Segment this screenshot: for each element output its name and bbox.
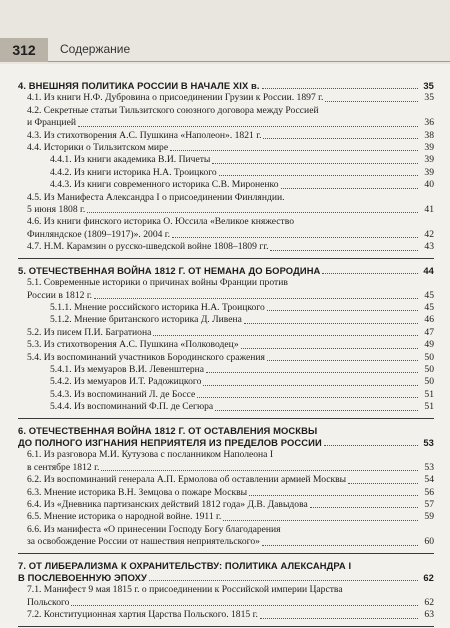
toc-entry[interactable] <box>18 117 434 129</box>
dot-leader <box>101 470 418 471</box>
toc-entry-title: 4. ВНЕШНЯЯ ПОЛИТИКА РОССИИ В НАЧАЛЕ XIX в. <box>18 80 260 91</box>
dot-leader <box>244 323 418 324</box>
toc-page-number: 45 <box>424 301 434 313</box>
toc-page-number: 39 <box>424 142 434 154</box>
toc-entry[interactable] <box>18 229 434 241</box>
toc-entry[interactable] <box>18 474 434 486</box>
dot-leader <box>212 163 418 164</box>
toc-entry[interactable] <box>18 352 434 364</box>
dot-leader <box>249 495 418 496</box>
toc-entry-title: 4.1. Из книги Н.Ф. Дубровина о присоединении Грузии к России. 1897 г. <box>27 92 324 104</box>
toc-page-number: 62 <box>424 596 434 608</box>
toc-entry-title: 7.1. Манифест 9 мая 1815 г. о присоединении к Российской империи Царства <box>27 584 343 596</box>
toc-entry[interactable] <box>18 401 434 413</box>
toc-entry[interactable] <box>18 462 434 474</box>
toc-entry[interactable] <box>18 216 434 228</box>
dot-leader <box>322 273 418 274</box>
page-number: 312 <box>0 38 48 62</box>
toc-entry-title: 6.5. Мнение историка о народной войне. 1911 г. <box>27 511 222 523</box>
dot-leader <box>172 237 418 238</box>
toc-entry[interactable] <box>18 499 434 511</box>
dot-leader <box>241 348 418 349</box>
dot-leader <box>197 397 418 398</box>
toc-entry[interactable] <box>18 609 434 621</box>
toc-entry-title: и Францией <box>27 117 76 129</box>
toc-entry-title: 4.2. Секретные статьи Тильзитского союзного договора между Россией <box>27 104 319 116</box>
toc-page-number: 51 <box>424 401 434 413</box>
toc-entry-title: 4.3. Из стихотворения А.С. Пушкина «Наполеон». 1821 г. <box>27 129 262 141</box>
toc-entry[interactable] <box>18 511 434 523</box>
toc-entry[interactable] <box>18 290 434 302</box>
toc-entry-title: 5.4. Из воспоминаний участников Бородинского сражения <box>27 351 265 363</box>
toc-entry-title: 6.1. Из разговора М.И. Кутузова с посланником Наполеона I <box>27 449 274 461</box>
dot-leader <box>153 335 418 336</box>
toc-entry-title: 6.6. Из манифеста «О принесении Господу Богу благодарения <box>27 523 281 535</box>
toc-page-number: 54 <box>424 474 434 486</box>
dot-leader <box>215 410 418 411</box>
toc-section <box>18 560 434 627</box>
toc-entry-title: 5.4.4. Из воспоминаний Ф.П. де Сегюра <box>50 401 214 413</box>
toc-entry-title: 5.4.1. Из мемуаров В.И. Левенштерна <box>50 363 205 375</box>
toc-entry[interactable] <box>18 524 434 536</box>
toc-entry-title: 6.2. Из воспоминаний генерала А.П. Ермолова об оставлении армией Москвы <box>27 474 347 486</box>
toc-page-number: 35 <box>423 80 434 91</box>
toc-section <box>18 80 434 259</box>
dot-leader <box>262 545 418 546</box>
dot-leader <box>94 298 418 299</box>
toc-entry[interactable] <box>18 584 434 596</box>
toc-entry-title: В ПОСЛЕВОЕННУЮ ЭПОХУ <box>18 572 147 584</box>
toc-section <box>18 425 434 554</box>
toc-chapter-heading[interactable] <box>18 80 434 92</box>
toc-page-number: 40 <box>424 179 434 191</box>
toc-entry[interactable] <box>18 204 434 216</box>
toc-page-number: 41 <box>424 204 434 216</box>
toc-page-number: 60 <box>424 536 434 548</box>
toc-page-number: 53 <box>423 436 434 448</box>
toc-entry[interactable] <box>18 376 434 388</box>
toc-page-number: 56 <box>424 486 434 498</box>
toc-page-number: 51 <box>424 388 434 400</box>
toc-entry-title: 6.3. Мнение историка В.Н. Земцова о пожаре Москвы <box>27 486 248 498</box>
toc-entry[interactable] <box>18 389 434 401</box>
toc-entry-title: 5.2. Из писем П.И. Багратиона <box>27 326 152 338</box>
toc-entry-title: 6. ОТЕЧЕСТВЕННАЯ ВОЙНА 1812 Г. ОТ ОСТАВЛЕНИЯ МОСКВЫ <box>18 424 318 436</box>
toc-entry-title: 4.4.3. Из книги современного историка С.В. Мироненко <box>50 179 279 191</box>
toc-entry-title: 6.4. Из «Дневника партизанских действий 1812 года» Д.В. Давыдова <box>27 499 308 510</box>
toc-chapter-heading[interactable] <box>18 425 434 437</box>
toc-entry[interactable] <box>18 487 434 499</box>
toc-chapter-heading[interactable] <box>18 572 434 584</box>
toc-page-number: 63 <box>424 609 434 621</box>
dot-leader <box>87 212 418 213</box>
toc-entry-title: 5 июня 1808 г. <box>27 204 86 216</box>
toc-entry-title: 5.4.3. Из воспоминаний Л. де Боссе <box>50 388 196 400</box>
toc-entry-title: России в 1812 г. <box>27 289 93 301</box>
toc-page-number: 42 <box>424 228 434 240</box>
toc-page-number: 47 <box>424 326 434 338</box>
dot-leader <box>263 138 418 139</box>
toc-page-number: 50 <box>424 376 434 388</box>
dot-leader <box>78 126 418 127</box>
toc-page-number: 43 <box>424 241 434 253</box>
running-title: Содержание <box>60 42 131 56</box>
toc-entry-title: 4.4.2. Из книги историка Н.А. Троицкого <box>50 166 217 178</box>
dot-leader <box>270 250 418 251</box>
toc-entry-title: 7.2. Конституционная хартия Царства Польского. 1815 г. <box>27 609 258 621</box>
toc-entry-title: в сентябре 1812 г. <box>27 461 100 473</box>
toc-entry[interactable] <box>18 105 434 117</box>
dot-leader <box>267 310 418 311</box>
toc-entry[interactable] <box>18 302 434 314</box>
toc-page-number: 46 <box>424 314 434 326</box>
toc-entry-title: 5.3. Из стихотворения А.С. Пушкина «Полководец» <box>27 339 239 351</box>
toc-entry-title: 4.6. Из книги финского историка О. Юссила «Великое княжество <box>27 216 294 228</box>
dot-leader <box>203 385 418 386</box>
toc-entry-title: 5.1.2. Мнение британского историка Д. Ливена <box>50 314 242 326</box>
toc-entry[interactable] <box>18 597 434 609</box>
toc-entry[interactable] <box>18 92 434 104</box>
toc-chapter-heading[interactable] <box>18 265 434 277</box>
toc-entry-title: за освобождение России от нашествия неприятельского» <box>27 536 260 548</box>
dot-leader <box>267 360 418 361</box>
dot-leader <box>310 507 418 508</box>
toc-entry-title: 7. ОТ ЛИБЕРАЛИЗМА К ОХРАНИТЕЛЬСТВУ: ПОЛИТИКА АЛЕКСАНДРА I <box>18 559 352 571</box>
dot-leader <box>262 88 418 89</box>
toc-entry[interactable] <box>18 167 434 179</box>
dot-leader <box>281 188 418 189</box>
toc-entry[interactable] <box>18 142 434 154</box>
toc-entry-title: ДО ПОЛНОГО ИЗГНАНИЯ НЕПРИЯТЕЛЯ ИЗ ПРЕДЕЛОВ РОССИИ <box>18 436 322 448</box>
toc-page-number: 59 <box>424 511 434 523</box>
toc-page-number: 50 <box>424 363 434 375</box>
dot-leader <box>324 445 418 446</box>
dot-leader <box>170 150 418 151</box>
dot-leader <box>71 605 418 606</box>
toc-page-number: 39 <box>424 154 434 166</box>
dot-leader <box>348 483 418 484</box>
toc-page-number: 35 <box>424 92 434 104</box>
toc-entry-title: 5.1.1. Мнение российского историка Н.А. Троицкого <box>50 301 265 313</box>
dot-leader <box>149 580 418 581</box>
toc-page-number: 57 <box>424 499 434 510</box>
toc-page-number: 45 <box>424 289 434 301</box>
toc-entry[interactable] <box>18 192 434 204</box>
toc-entry[interactable] <box>18 130 434 142</box>
toc-chapter-heading[interactable] <box>18 560 434 572</box>
toc-section <box>18 265 434 419</box>
toc-entry[interactable] <box>18 277 434 289</box>
toc-page-number: 49 <box>424 339 434 351</box>
toc-chapter-heading[interactable] <box>18 437 434 449</box>
toc-entry[interactable] <box>18 154 434 166</box>
dot-leader <box>260 618 418 619</box>
toc-entry[interactable] <box>18 327 434 339</box>
toc-entry[interactable] <box>18 179 434 191</box>
dot-leader <box>325 101 418 102</box>
toc-page-number: 44 <box>423 264 434 276</box>
toc-page-number: 53 <box>424 461 434 473</box>
table-of-contents <box>18 80 434 628</box>
toc-page-number: 36 <box>424 117 434 129</box>
dot-leader <box>206 372 418 373</box>
toc-page-number: 38 <box>424 129 434 141</box>
toc-entry-title: 4.4. Историки о Тильзитском мире <box>27 142 169 154</box>
toc-page-number: 62 <box>423 572 434 584</box>
toc-entry-title: 4.7. Н.М. Карамзин о русско-шведской войне 1808–1809 гг. <box>27 241 269 253</box>
toc-entry[interactable] <box>18 364 434 376</box>
toc-entry-title: Финляндское (1809–1917)». 2004 г. <box>27 228 171 240</box>
header-divider <box>48 61 450 62</box>
toc-entry[interactable] <box>18 314 434 326</box>
toc-entry-title: 5. ОТЕЧЕСТВЕННАЯ ВОЙНА 1812 Г. ОТ НЕМАНА ДО БОРОДИНА <box>18 264 321 276</box>
toc-entry[interactable] <box>18 449 434 461</box>
toc-entry-title: 5.4.2. Из мемуаров И.Т. Радожицкого <box>50 376 202 388</box>
toc-entry-title: 4.4.1. Из книги академика В.И. Пичеты <box>50 154 211 166</box>
toc-entry[interactable] <box>18 339 434 351</box>
toc-entry-title: 5.1. Современные историки о причинах войны Франции против <box>27 277 288 289</box>
toc-entry-title: 4.5. Из Манифеста Александра I о присоединении Финляндии. <box>27 191 285 203</box>
dot-leader <box>219 175 418 176</box>
toc-page-number: 39 <box>424 166 434 178</box>
toc-entry-title: Польского <box>27 596 70 608</box>
toc-entry[interactable] <box>18 536 434 548</box>
toc-entry[interactable] <box>18 241 434 253</box>
dot-leader <box>223 520 418 521</box>
toc-page-number: 50 <box>424 351 434 363</box>
page-header <box>0 0 450 64</box>
